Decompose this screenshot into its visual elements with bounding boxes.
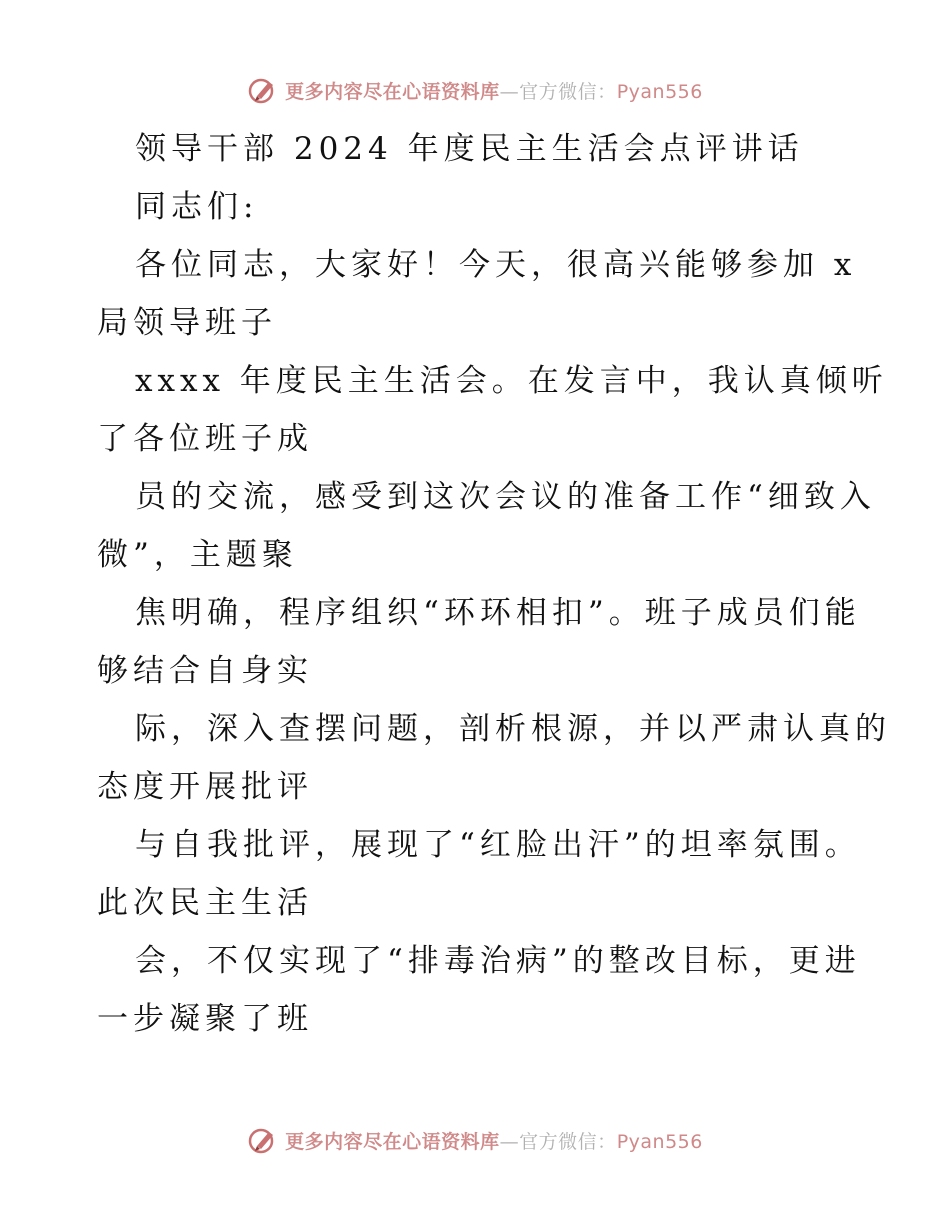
watermark-title: 更多内容尽在心语资料库 xyxy=(285,1130,500,1153)
body-line: xxxx 年度民主生活会。在发言中，我认真倾听 xyxy=(135,363,888,399)
watermark-wechat-id: Pyan556 xyxy=(616,80,703,103)
document-body xyxy=(0,120,950,1048)
pen-logo-icon xyxy=(247,1124,279,1156)
body-line: 际，深入查摆问题，剖析根源，并以严肃认真的 xyxy=(135,711,891,747)
header-watermark xyxy=(0,70,950,110)
watermark-text xyxy=(285,1127,703,1154)
body-line: 员的交流，感受到这次会议的准备工作“细致入 xyxy=(135,479,876,515)
body-line: 此次民主生活 xyxy=(97,885,313,921)
watermark-wechat-label: 官方微信： xyxy=(519,80,617,103)
body-line: 微”，主题聚 xyxy=(97,537,298,573)
watermark-wechat-label: 官方微信： xyxy=(519,1130,617,1153)
body-line: 焦明确，程序组织“环环相扣”。班子成员们能 xyxy=(135,595,861,631)
body-line: 一步凝聚了班 xyxy=(97,1001,313,1037)
body-line: 会，不仅实现了“排毒治病”的整改目标，更进 xyxy=(135,943,861,979)
document-title: 领导干部 2024 年度民主生活会点评讲话 xyxy=(135,131,804,167)
body-line: 局领导班子 xyxy=(97,305,277,341)
watermark-text xyxy=(285,77,703,104)
body-line: 够结合自身实 xyxy=(97,653,313,689)
footer-watermark xyxy=(0,1120,950,1160)
body-line: 与自我批评，展现了“红脸出汗”的坦率氛围。 xyxy=(135,827,861,863)
watermark-separator: — xyxy=(499,1130,520,1153)
watermark-wechat-id: Pyan556 xyxy=(616,1130,703,1153)
body-line: 了各位班子成 xyxy=(97,421,313,457)
watermark-separator: — xyxy=(499,80,520,103)
pen-logo-icon xyxy=(247,74,279,106)
body-line: 各位同志，大家好！今天，很高兴能够参加 x xyxy=(135,247,857,283)
watermark-title: 更多内容尽在心语资料库 xyxy=(285,80,500,103)
body-line: 态度开展批评 xyxy=(97,769,313,805)
salutation: 同志们: xyxy=(135,189,259,225)
